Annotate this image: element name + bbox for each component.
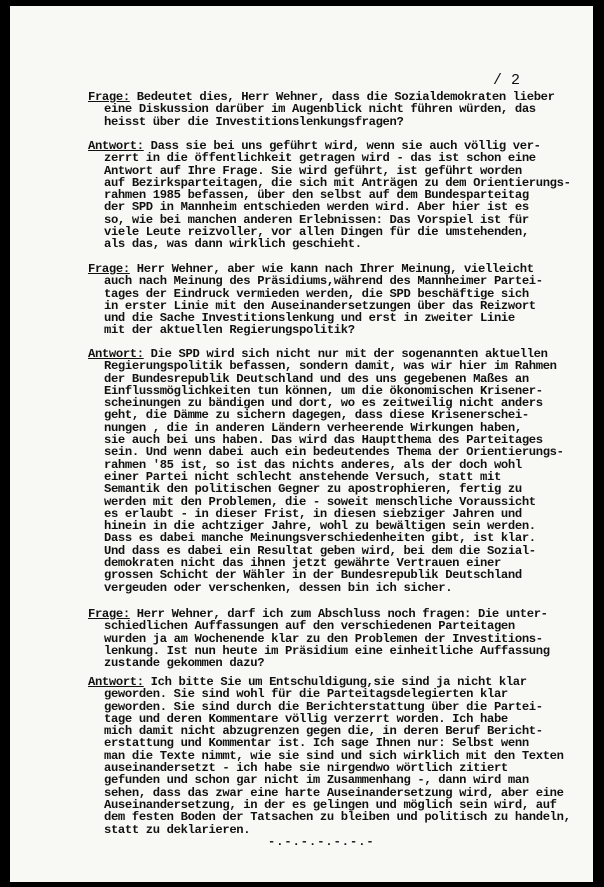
text-line: Frage: Herr Wehner, aber wie kann nach Ihrer Meinung, vielleicht: [88, 262, 534, 276]
text-line: wurden ja am Wochenende klar zu den Problemen der Investitions-: [104, 631, 543, 646]
text-line: geworden. Sie sind durch die Berichterstattung über die Partei-: [104, 699, 543, 714]
page-number: / 2: [493, 72, 521, 89]
text-line: tage und deren Kommentare völlig verzerrt worden. Ich habe: [104, 711, 508, 726]
text-line: Antwort: Die SPD wird sich nicht nur mit der sogenannten aktuellen: [88, 347, 548, 361]
text-line: Regierungspolitik befassen, sondern damit, was wir hier im Rahmen: [104, 359, 557, 374]
text-line: nungen , die in anderen Ländern verheerende Wirkungen haben,: [104, 420, 522, 435]
text-line: auf Bezirksparteitagen, die sich mit Anträgen zu dem Orientierungs-: [104, 175, 571, 190]
text-line: so, wie bei manchen anderen Erlebnissen: Das Vorspiel ist für: [104, 212, 529, 227]
question-block: [88, 263, 580, 337]
text-line: rahmen 1985 befassen, über den selbst auf dem Bundesparteitag: [104, 188, 529, 203]
question-label: Frage:: [88, 90, 130, 104]
text-line: statt zu deklarieren.: [104, 822, 251, 837]
answer-label: Antwort:: [88, 139, 144, 153]
text-line: schiedlichen Auffassungen auf den verschiedenen Parteitagen: [104, 619, 515, 634]
text-line: Einflussmöglichkeiten tun können, um die ökonomischen Krisener-: [104, 383, 543, 398]
text-line: als das, was dann wirklich geschieht.: [104, 237, 362, 252]
text-line: in erster Linie mit den Auseinandersetzungen über das Reizwort: [104, 298, 536, 313]
text-line: grossen Schicht der Wähler in der Bundesrepublik Deutschland: [104, 568, 522, 583]
text-line: Antwort: Dass sie bei uns geführt wird, wenn sie auch völlig ver-: [88, 139, 541, 153]
answer-block: [88, 348, 580, 594]
text-line: einer Partei nicht schlecht anstehende Versuch, statt mit: [104, 469, 501, 484]
question-block: [88, 91, 580, 128]
question-block: [88, 608, 580, 669]
answer-label: Antwort:: [88, 675, 144, 689]
text-line: Frage: Bedeutet dies, Herr Wehner, dass die Sozialdemokraten lieber: [88, 90, 555, 104]
answer-block: [88, 676, 580, 836]
text-line: Frage: Herr Wehner, darf ich zum Abschluss noch fragen: Die unter-: [88, 607, 548, 621]
text-line: Antwort: Ich bitte Sie um Entschuldigung,sie sind ja nicht klar: [88, 675, 527, 689]
text-line: lenkung. Ist nun heute im Präsidium eine einheitliche Auffassung: [104, 643, 550, 658]
text-line: auch nach Meinung des Präsidiums,während des Mannheimer Partei-: [104, 274, 543, 289]
text-line: demokraten nicht das ihnen jetzt gewährte Vertrauen einer: [104, 556, 501, 571]
text-line: eine Diskussion darüber im Augenblick nicht führen würden, das: [104, 102, 536, 117]
text-line: heisst über die Investitionslenkungsfragen?: [104, 114, 404, 129]
text-line: Antwort auf Ihre Frage. Sie wird geführt, ist geführt worden: [104, 163, 522, 178]
text-line: viele Leute reizvoller, vor allen Dingen für die umstehenden,: [104, 225, 529, 240]
text-line: der Bundesrepublik Deutschland und des uns gegebenen Maßes an: [104, 371, 529, 386]
text-line: Semantik den politischen Gegner zu apostrophieren, fertig zu: [104, 482, 522, 497]
text-line: Und dass es dabei ein Resultat geben wird, bei dem die Sozial-: [104, 543, 536, 558]
question-label: Frage:: [88, 607, 130, 621]
text-line: sie auch bei uns haben. Das wird das Hauptthema des Parteitages: [104, 433, 543, 448]
text-line: gefunden und schon gar nicht im Zusammenhang -, dann wird man: [104, 773, 529, 788]
text-line: vergeuden oder verschenken, dessen bin ich sicher.: [104, 580, 453, 595]
text-line: Auseinandersetzung, in der es gelingen und möglich sein wird, auf: [104, 797, 557, 812]
text-line: der SPD in Mannheim entschieden werden wird. Aber hier ist es: [104, 200, 529, 215]
end-marker: -.-.-.-.-.-.-: [268, 835, 375, 849]
text-line: tages der Eindruck vermieden werden, die SPD beschäftige sich: [104, 286, 529, 301]
text-line: sehen, dass das zwar eine harte Auseinandersetzung wird, aber eine: [104, 785, 564, 800]
text-line: Dass es dabei manche Meinungsverschiedenheiten gibt, ist klar.: [104, 531, 536, 546]
text-line: es erlaubt - in dieser Frist, in diesen siebziger Jahren und: [104, 506, 522, 521]
text-line: zerrt in die öffentlichkeit getragen wird - das ist schon eine: [104, 151, 536, 166]
question-label: Frage:: [88, 262, 130, 276]
text-line: mich damit nicht abzugrenzen gegen die, in deren Beruf Bericht-: [104, 724, 543, 739]
text-line: scheinungen zu bändigen und dort, wo es zeitweilig nicht anders: [104, 396, 543, 411]
text-line: erstattung und Kommentar ist. Ich sage Ihnen nur: Selbst wenn: [104, 736, 529, 751]
text-line: rahmen '85 ist, so ist das nichts anderes, als der doch wohl: [104, 457, 522, 472]
text-line: dem festen Boden der Tatsachen zu bleiben und politisch zu handeln,: [104, 810, 571, 825]
document-page: [10, 6, 593, 882]
text-line: geht, die Dämme zu sichern dagegen, dass diese Krisenerschei-: [104, 408, 529, 423]
text-line: hinein in die achtziger Jahre, wohl zu bewältigen sein werden.: [104, 519, 536, 534]
text-line: auseinandersetzt - ich habe sie nirgendwo wörtlich zitiert: [104, 761, 508, 776]
text-line: sein. Und wenn dabei auch ein bedeutendes Thema der Orientierungs-: [104, 445, 564, 460]
text-line: und die Sache Investitionslenkung und erst in zweiter Linie: [104, 311, 515, 326]
text-line: mit der aktuellen Regierungspolitik?: [104, 323, 355, 338]
text-line: zustande gekommen dazu?: [104, 656, 265, 671]
text-line: geworden. Sie sind wohl für die Parteitagsdelegierten klar: [104, 687, 508, 702]
answer-label: Antwort:: [88, 347, 144, 361]
text-line: werden mit den Problemen, die - soweit menschliche Voraussicht: [104, 494, 536, 509]
answer-block: [88, 140, 580, 251]
text-line: man die Texte nimmt, wie sie sind und sich wirklich mit den Texten: [104, 748, 564, 763]
